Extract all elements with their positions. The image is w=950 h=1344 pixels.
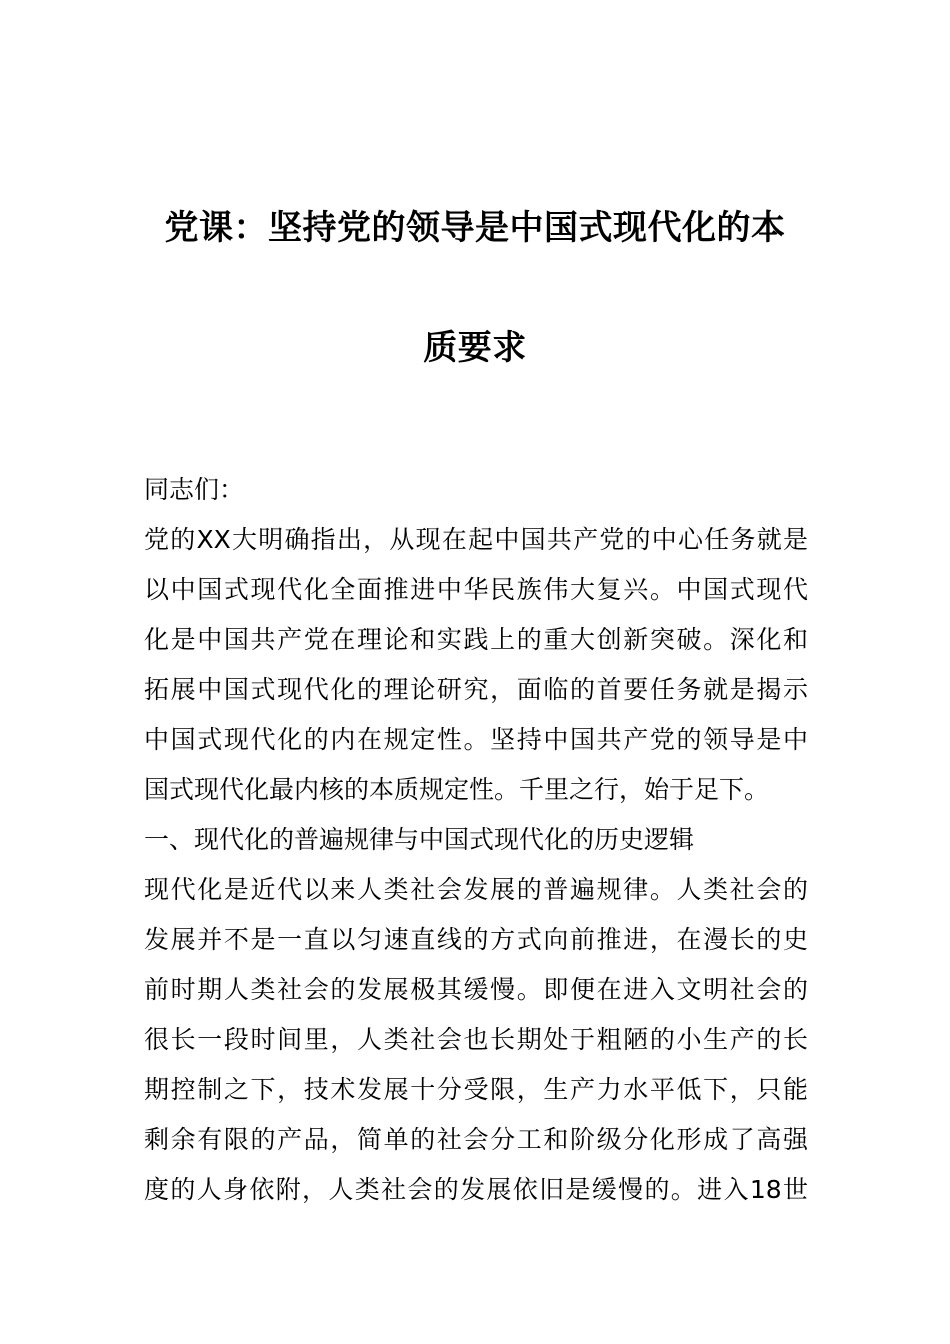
body-line: 度的人身依附，人类社会的发展依旧是缓慢的。进入18世 <box>144 1175 808 1204</box>
body-line: 中国式现代化的内在规定性。坚持中国共产党的领导是中 <box>144 725 808 754</box>
body-line: 前时期人类社会的发展极其缓慢。即便在进入文明社会的 <box>144 975 808 1004</box>
body-line: 党的XX大明确指出，从现在起中国共产党的中心任务就是 <box>144 525 808 554</box>
document-title-line-2: 质要求 <box>423 328 527 368</box>
document-title-line-1: 党课：坚持党的领导是中国式现代化的本 <box>164 208 786 248</box>
body-line: 化是中国共产党在理论和实践上的重大创新突破。深化和 <box>144 625 808 654</box>
body-line: 期控制之下，技术发展十分受限，生产力水平低下，只能 <box>144 1075 808 1104</box>
body-line: 拓展中国式现代化的理论研究，面临的首要任务就是揭示 <box>144 675 808 704</box>
body-line: 以中国式现代化全面推进中华民族伟大复兴。中国式现代 <box>144 575 808 604</box>
section-heading: 一、现代化的普遍规律与中国式现代化的历史逻辑 <box>144 825 695 854</box>
greeting: 同志们： <box>144 475 245 504</box>
body-line: 很长一段时间里，人类社会也长期处于粗陋的小生产的长 <box>144 1025 808 1054</box>
body-line: 国式现代化最内核的本质规定性。千里之行，始于足下。 <box>144 775 770 804</box>
body-line: 剩余有限的产品，简单的社会分工和阶级分化形成了高强 <box>144 1125 808 1154</box>
document-body <box>144 470 808 1220</box>
body-line: 现代化是近代以来人类社会发展的普遍规律。人类社会的 <box>144 875 808 904</box>
body-line: 发展并不是一直以匀速直线的方式向前推进，在漫长的史 <box>144 925 808 954</box>
